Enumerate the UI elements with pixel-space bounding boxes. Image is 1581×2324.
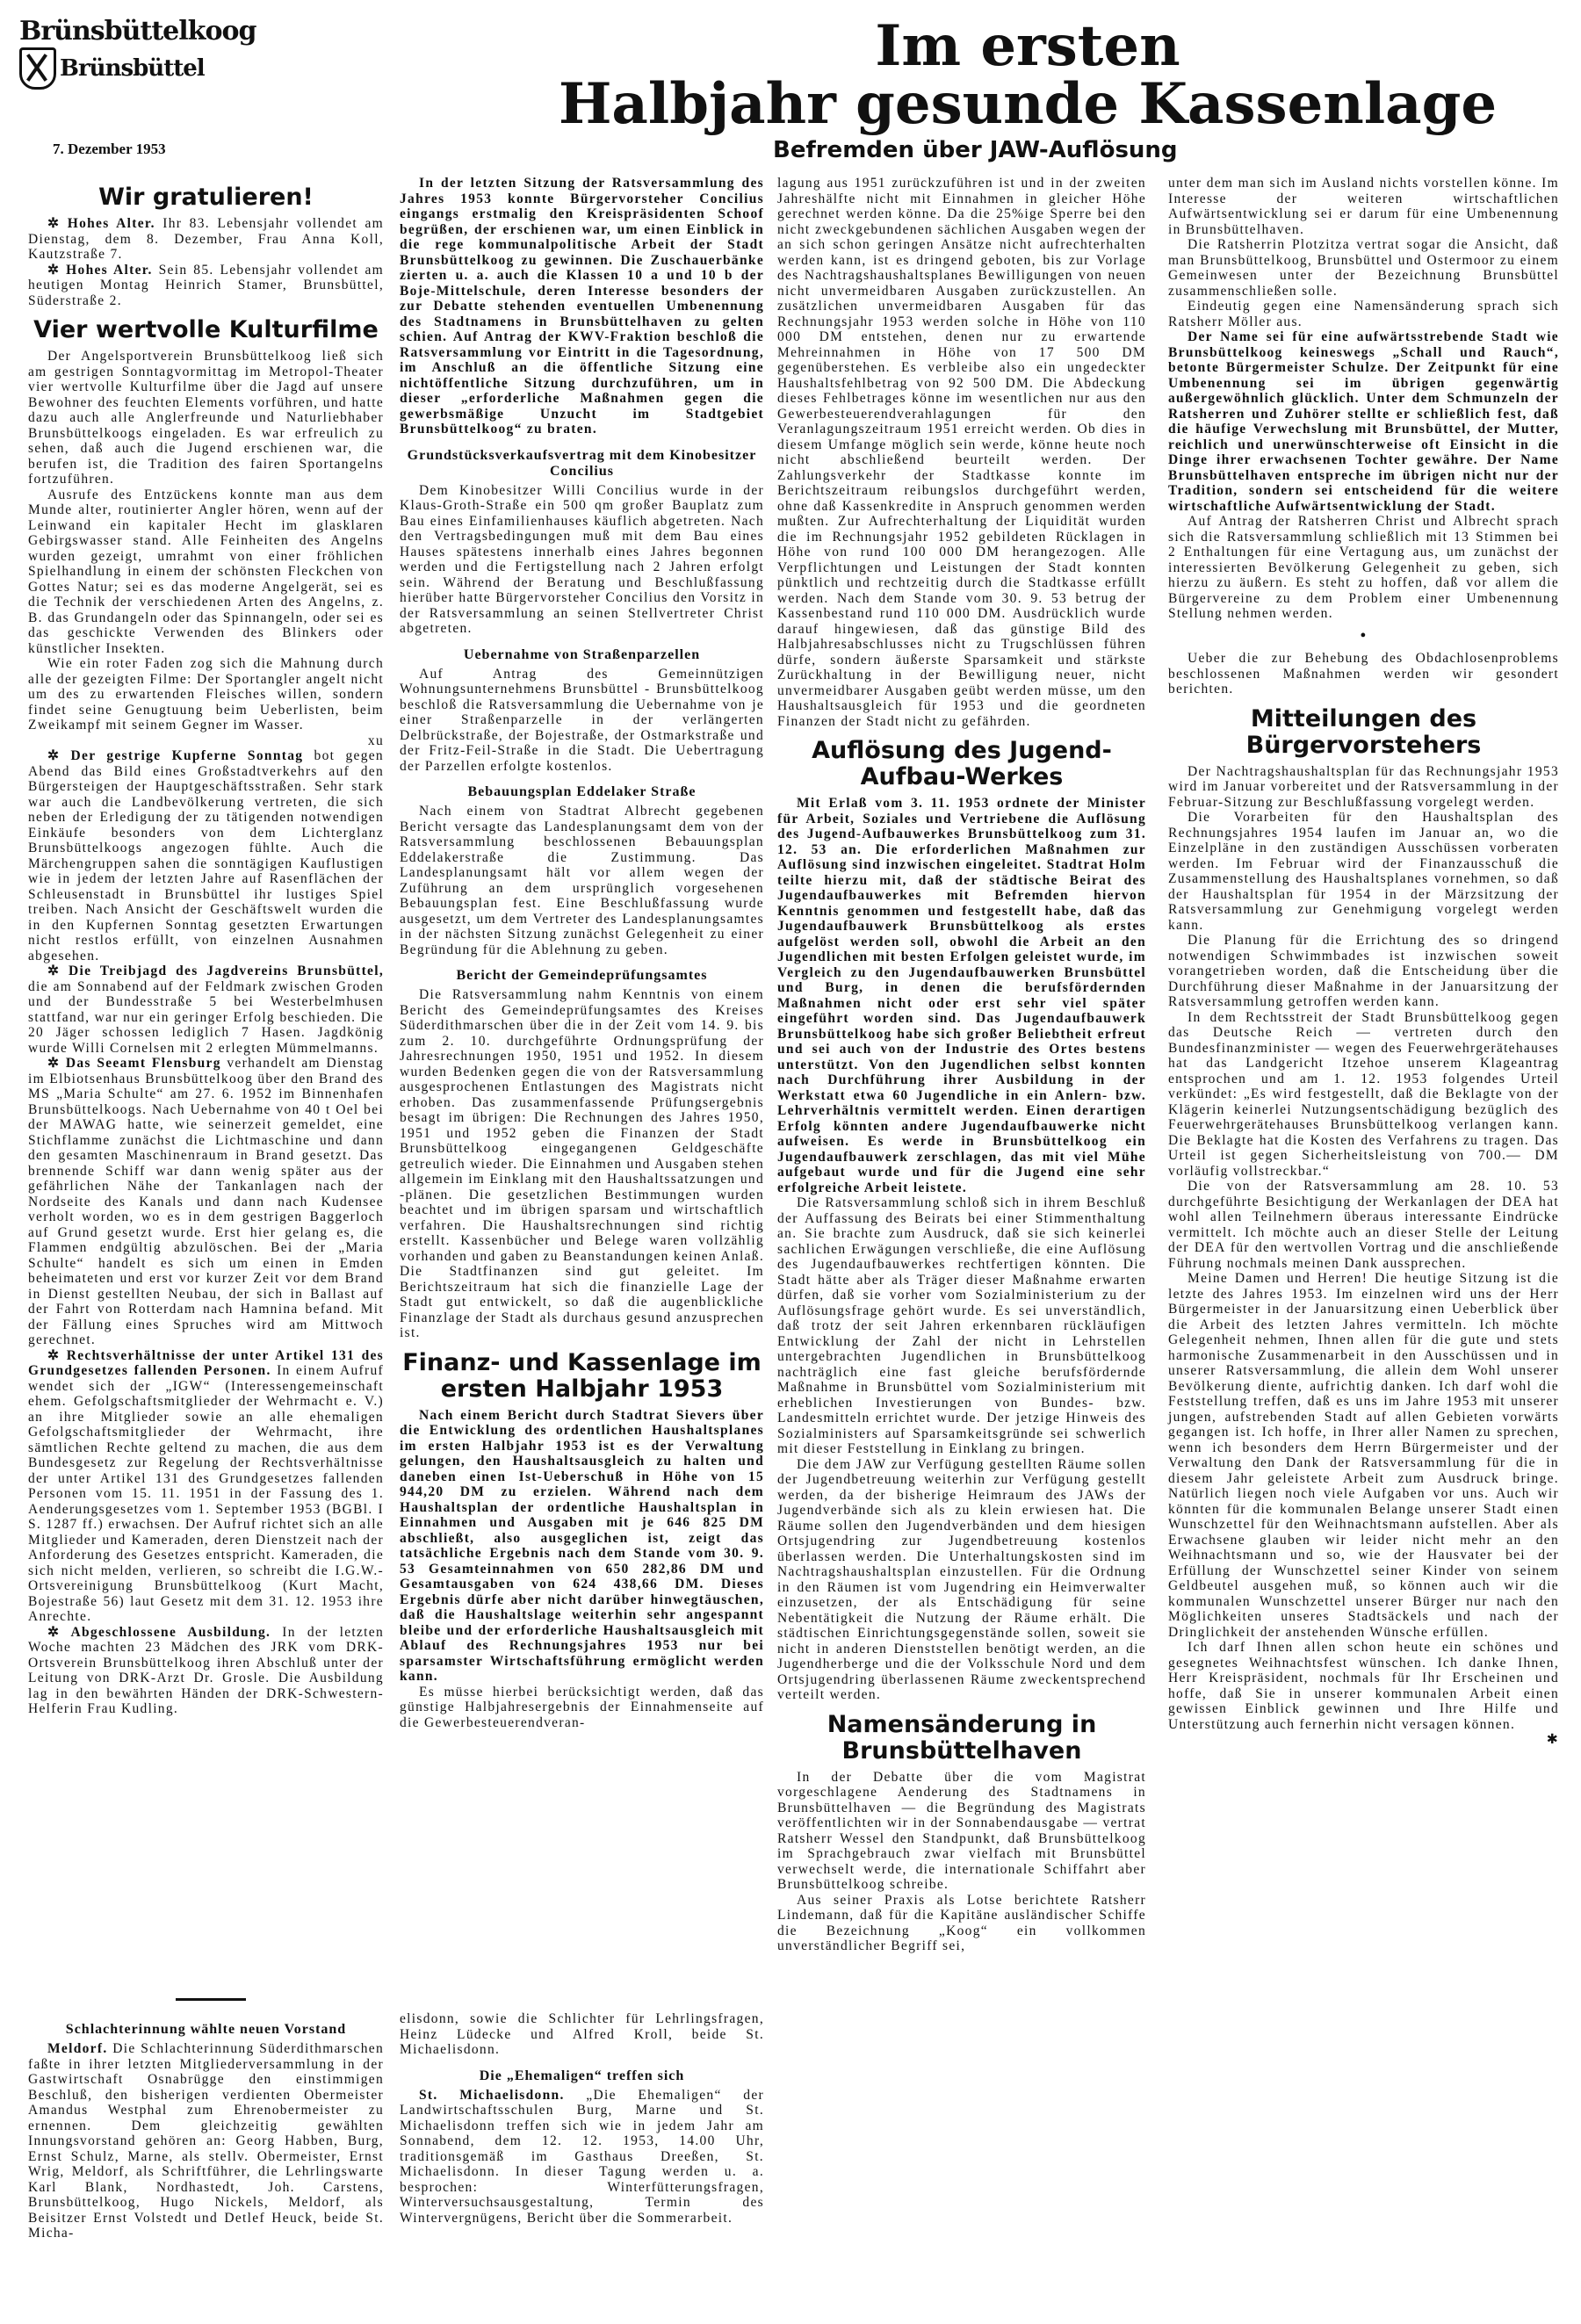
article-paragraph: In dem Rechtsstreit der Stadt Brunsbüttelkoog gegen das Deutsche Reich — vertreten durch den Bundesfinanzminister — wegen des Feuerwehrgerätehauses hat das Landgericht Itzehoe unserem Klageantrag entsprochen und am 1. 12. 1953 folgendes Urteil verkündet: „Es wird festgestellt, daß die Beklagte von der Klägerin keinerlei Nutzungsentschädigung bezüglich des Feuerwehrgerätehauses Brunsbüttelkoog verlangen kann. Die Beklagte hat die Kosten des Verfahrens zu tragen. Das Urteil ist gegen Sicherheitsleistung von 700.— DM vorläufig vollstreckbar.“	[1168, 1009, 1559, 1179]
article-paragraph	[400, 2088, 764, 2227]
article-headline: Auflösung des Jugend-Aufbau-Werkes	[812, 737, 1112, 790]
main-subheadline: Befremden über JAW-Auflösung	[773, 137, 1178, 163]
article-paragraph: Auf Antrag der Ratsherren Christ und Albrecht sprach sich die Ratsversammlung schließlich mit 13 Stimmen bei 2 Enthaltungen für eine Vertagung aus, um zunächst der interessierten Bevölkerung Gelegenheit zu geben, sich hierzu zu äußern. Es steht zu hoffen, daß vor allem die Bürgervereine zu dem Problem einer Umbenennung Stellung nehmen werden.	[1168, 514, 1559, 621]
paragraph-lead: ✲ Hohes Alter.	[47, 216, 155, 231]
article-paragraph: Die Vorarbeiten für den Haushaltsplan des Rechnungsjahres 1954 laufen im Januar an, wo die Einzelpläne in den zuständigen Ausschüssen vorberaten werden. Im Februar wird der Finanzausschuß die Zusammenstellung des Haushaltsplanes vornehmen, so daß der Haushaltsplan für 1954 in der Märzsitzung der Ratsversammlung zur Genehmigung vorgelegt werden kann.	[1168, 810, 1559, 933]
article-paragraph: Auf Antrag des Gemeinnützigen Wohnungsunternehmens Brunsbüttel - Brunsbüttelkoog beschloß die Ratsversammlung die Uebernahme von je einer Straßenparzelle in der verlängerten Delbrückstraße, der Bojestraße, der Ostmarkstraße und der Fritz-Feil-Straße in die Stadt. Die Uebertragung der Parzellen erfolgte kostenlos.	[400, 666, 764, 774]
article-paragraph: Nach einem von Stadtrat Albrecht gegebenen Bericht versagte das Landesplanungsamt dem von der Ratsversammlung beschlossenen Bebauungsplan Eddelakerstraße die Zustimmung. Das Landesplanungsamt hält vor allem wegen der Zuführung an dem ursprünglich vorgesehenen Bebauungsplan fest. Eine Beschlußfassung wurde ausgesetzt, um dem Vertreter des Landesplanungsamtes in der nächsten Sitzung zunächst Gelegenheit zu einer Begründung für die Ablehnung zu geben.	[400, 804, 764, 957]
masthead-logo	[19, 16, 256, 90]
section-subheading: Bebauungsplan Eddelaker Straße	[467, 784, 697, 799]
paragraph-text: In der letzten Woche machten 23 Mädchen des JRK vom DRK-Ortsverein Brunsbüttelkoog ihren Abschluß unter der Leitung von DRK-Arzt Dr. Grosle. Die Ausbildung lag in den bewährten Händen der DRK-Schwestern-Helferin Frau Kudling.	[28, 1624, 385, 1716]
paragraph-text: Ihr 83. Lebensjahr vollendet am Dienstag, dem 8. Dezember, Frau Anna Koll, Kautzstraße 7.	[28, 216, 384, 262]
separator-bullet: •	[1360, 625, 1368, 646]
column-2-bottom	[400, 2011, 764, 2226]
article-paragraph: Aus seiner Praxis als Lotse berichtete Ratsherr Lindemann, daß für die Kapitäne ausländischer Schiffe die Bezeichnung „Koog“ ein vollkommen unverständlicher Begriff sei,	[777, 1892, 1146, 1953]
paragraph-lead: ✲ Der gestrige Kupferne Sonntag	[47, 748, 304, 763]
article-paragraph: Ausrufe des Entzückens konnte man aus dem Munde alter, routinierter Angler hören, wenn auf der Leinwand ein kapitaler Hecht im glasklaren Gebirgswasser stand. Alle Feinheiten des Angelns wurden gezeigt, umrahmt von einer fröhlichen Spielhandlung in einem der schönsten Fleckchen von Gottes Natur; sei es das moderne Angelgerät, sei es die Technik der verschiedenen Arten des Angelns, z. B. das Grundangeln oder das Spinnangeln, oder sei es das geschickte Verwenden des Blinkers oder künstlicher Insekten.	[28, 487, 384, 656]
article-paragraph: Die Ratsversammlung schloß sich in ihrem Beschluß der Auffassung des Beirats bei einer Stimmenthaltung an. Sie brachte zum Ausdruck, daß sie sich keinerlei sachlichen Erwägungen verschließe, die eine Auflösung des Jugendaufbauwerkes rechtfertigen könnten. Die Stadt hätte aber als Träger dieser Maßnahme erwarten dürfen, daß sie vorher vom Sozialministerium zu der Auflösungsfrage gehört wurde. Es sei unverständlich, daß trotz der seit Jahren erkennbaren rückläufigen Entwicklung der Zahl der nicht in Lehrstellen untergebrachten Jugendlichen in Brunsbüttelkoog nachträglich eine fast gleiche berufsfördernde Maßnahme in Brunsbüttel vom Sozialministerium mit erheblichen Investierungen von Bundes- bzw. Landesmitteln errichtet wurde. Der jetzige Hinweis des Sozialministers auf Sparsamkeitsgründe sei schwerlich mit dieser Feststellung in Einklang zu bringen.	[777, 1195, 1146, 1456]
article-paragraph: Die Ratsversammlung nahm Kenntnis von einem Bericht des Gemeindeprüfungsamtes des Kreises Süderdithmarschen über die in der Zeit vom 14. 9. bis zum 2. 10. durchgeführte Ordnungsprüfung der Jahresrechnungen 1950, 1951 und 1952. In diesem wurden Bedenken gegen die von der Ratsversammlung ausgesprochenen Entlastungen des Magistrats nicht erhoben. Das zusammenfassende Prüfungsergebnis besagt im übrigen: Die Rechnungen des Jahres 1950, 1951 und 1952 geben die Finanzen der Stadt Brunsbüttelkoog eingegangenen Geldgeschäfte getreulich wieder. Die Einnahmen und Ausgaben stehen allgemein im Einklang mit den Haushaltssatzungen und -plänen. Die gesetzlichen Bestimmungen wurden beachtet und im übrigen sparsam und wirtschaftlich verfahren. Die Haushaltsrechnungen sind richtig erstellt. Kassenbücher und Belege waren vollzählig vorhanden und gaben zu Beanstandungen keinen Anlaß. Die Stadtfinanzen sind gut geleitet. Im Berichtszeitraum hat sich die finanzielle Lage der Stadt gut entwickelt, so daß die augenblickliche Finanzlage der Stadt als durchaus gesund anzusprechen ist.	[400, 987, 764, 1340]
article-paragraph	[28, 1056, 384, 1348]
column-2	[400, 176, 764, 1730]
section-divider	[176, 1998, 246, 2001]
article-paragraph: Die von der Ratsversammlung am 28. 10. 53 durchgeführte Besichtigung der Werkanlagen der DEA hat wohl allen Teilnehmern überaus interessante Eindrücke vermittelt. Ich möchte auch an dieser Stelle der Leitung der DEA für den wertvollen Vortrag und die anschließende Führung nochmals meinen Dank aussprechen.	[1168, 1179, 1559, 1271]
section-subheading: Schlachterinnung wählte neuen Vorstand	[65, 2022, 347, 2037]
paragraph-lead: Meldorf.	[47, 2041, 108, 2056]
column-3	[777, 176, 1146, 1954]
article-paragraph: unter dem man sich im Ausland nichts vorstellen könne. Im Interesse der weiteren wirtschaftlichen Aufwärtsentwicklung sei er darum für eine Umbenennung in Brunsbüttelhaven.	[1168, 176, 1559, 237]
article-paragraph: Wie ein roter Faden zog sich die Mahnung durch alle der gezeigten Filme: Der Sportangler angelt nicht um des zu erwartenden Fleisches willen, sondern findet seine Genugtuung beim Ueberlisten, beim Zweikampf mit seinem Gegner im Wasser.	[28, 656, 384, 733]
article-paragraph: Eindeutig gegen eine Namensänderung sprach sich Ratsherr Möller aus.	[1168, 299, 1559, 329]
article-paragraph: Dem Kinobesitzer Willi Concilius wurde in der Klaus-Groth-Straße ein 500 qm großer Bauplatz zum Bau eines Einfamilienhauses käuflich abgetreten. Nach den Vertragsbedingungen muß mit dem Bau eines Hauses spätestens innerhalb eines Jahres begonnen werden und die Fertigstellung nach 2 Jahren erfolgt sein. Während der Beratung und Beschlußfassung hierüber hatte Bürgervorsteher Concilius den Vorsitz in der Ratsversammlung an seinen Stellvertreter Christ abgetreten.	[400, 482, 764, 636]
main-headline-line1: Im ersten	[875, 13, 1180, 79]
article-paragraph: Ueber die zur Behebung des Obdachlosenproblems beschlossenen Maßnahmen werden wir gesondert berichten.	[1168, 651, 1559, 696]
author-signature: ✱	[1546, 1732, 1559, 1747]
column-1-bottom	[28, 2011, 384, 2241]
section-subheading: Grundstücksverkaufsvertrag mit dem Kinobesitzer Concilius	[407, 447, 757, 479]
article-paragraph: Mit Erlaß vom 3. 11. 1953 ordnete der Minister für Arbeit, Soziales und Vertriebene die Auflösung des Jugend-Aufbauwerkes Brunsbüttelkoog zum 31. 12. 53 an. Die erforderlichen Maßnahmen zur Auflösung sind inzwischen eingeleitet. Stadtrat Holm teilte hierzu mit, daß der städtische Beirat des Jugendaufbauwerkes mit Befremden hiervon Kenntnis genommen und festgestellt habe, daß das Jugendaufbauwerk Brunsbüttelkoog als erstes aufgelöst werden soll, obwohl die Arbeit an den Jugendlichen mit besten Erfolgen geleistet wurde, im Vergleich zu den Jugendaufbauwerken Brunsbüttel und Burg, in denen die berufsfördernden Maßnahmen nicht oder erst sehr viel später eingeführt worden sind. Das Jugendaufbauwerk Brunsbüttelkoog habe sich großer Beliebtheit erfreut und sei auch von der Industrie des Ortes bestens unterstützt. Von den Jugendlichen selbst konnten nach Durchführung ihrer Ausbildung in der Werkstatt etwa 60 Jugendliche in ein Anlern- bzw. Lehrverhältnis vermittelt werden. Einen derartigen Erfolg könnten andere Jugendaufbauwerke nicht aufweisen. Es werde in Brunsbüttelkoog ein Jugendaufbauwerk zerschlagen, das mit viel Mühe aufgebaut wurde und für die Jugend eine sehr erfolgreiche Arbeit leistete.	[777, 796, 1146, 1195]
paragraph-text: „Die Ehemaligen“ der Landwirtschaftsschulen Burg, Marne und St. Michaelisdonn treffen sich wie in jedem Jahr am Sonnabend, dem 12. 12. 1953, 14.00 Uhr, traditionsgemäß im Gasthaus Dreeßen, St. Michaelisdonn. In dieser Tagung werden u. a. besprochen: Winterfütterungsfragen, Winterversuchsausgestaltung, Termin des Wintervergnügens, Bericht über die Sommerarbeit.	[400, 2087, 764, 2226]
article-headline: Mitteilungen des Bürgervorstehers	[1245, 704, 1482, 759]
paragraph-lead: ✲ Die Treibjagd des Jagdvereins Brunsbüttel,	[47, 964, 384, 978]
article-paragraph: Der Name sei für eine aufwärtsstrebende Stadt wie Brunsbüttelkoog keineswegs „Schall und Rauch“, betonte Bürgermeister Schulze. Der Zeitpunkt für eine Umbenennung sei im übrigen gegenwärtig außergewöhnlich glücklich. Unter dem Schmunzeln der Ratsherren und Zuhörer stellte er schließlich fest, daß die häufige Verwechslung mit Brunsbüttel, der Mutter, reichlich und unerwünschterweise oft Einsicht in die Dinge ihrer erwachsenen Tochter gewähre. Der Name Brunsbüttelhaven entspreche im übrigen nicht nur der Tradition, sondern sei entscheidend für die weitere wirtschaftliche Aufwärtsentwicklung der Stadt.	[1168, 329, 1559, 514]
article-paragraph: lagung aus 1951 zurückzuführen ist und in der zweiten Jahreshälfte nicht mit Einnahmen in gleicher Höhe gerechnet werden könne. Da die 25%ige Sperre bei den nicht zweckgebundenen sächlichen Ausgaben wegen der an sich schon geringen Ansätze nicht aufrechterhalten werden kann, ist es dringend geboten, bis zur Vorlage des Nachtragshaushaltsplanes Bewilligungen von neuen nicht unvermeidbaren Ausgaben zurückzustellen. An zusätzlichen unvermeidbaren Ausgaben für das Rechnungsjahr 1953 werden solche in Höhe von 110 000 DM entstehen, denen nur zu erwartende Mehreinnahmen in Höhe von 17 500 DM gegenüberstehen. Es verbleibe also ein ungedeckter Haushaltsfehlbetrag von 92 500 DM. Die Abdeckung dieses Fehlbetrages könne im wesentlichen nur aus den Gewerbesteuerendverahlagungen für den Veranlagungszeitraum 1951 erreicht werden. Ob dies in diesem Umfange möglich sein werde, könne heute noch nicht abschließend beurteilt werden. Der Zahlungsverkehr der Stadtkasse konnte im Berichtszeitraum reibungslos durchgeführt werden, ohne daß Kassenkredite in Anspruch genommen werden mußten. Zur Aufrechterhaltung der Liquidität wurden die im Rechnungsjahr 1952 gebildeten Rücklagen in Höhe von rund 100 000 DM herangezogen. Alle Verpflichtungen und Leistungen der Stadt konnten pünktlich und rechtzeitig durch die Stadtkasse erfüllt werden. Nach dem Stande vom 30. 9. 53 betrug der Kassenbestand rund 110 000 DM. Ausdrücklich wurde darauf hingewiesen, daß das günstige Bild des Halbjahresabschlusses nicht zu Trugschlüssen führen dürfe, sondern äußerste Sparsamkeit und stärkste Zurückhaltung in der Bewilligung neuer, nicht unvermeidbarer Ausgaben geübt werden müsse, um den Haushaltsausgleich für 1953 und die geordneten Finanzen der Stadt nicht zu gefährden.	[777, 176, 1146, 729]
article-paragraph	[28, 263, 384, 309]
paragraph-lead: ✲ Das Seeamt Flensburg	[47, 1056, 221, 1071]
article-paragraph	[28, 2041, 384, 2241]
paragraph-text: In einem Aufruf wendet sich der „IGW“ (Interessengemeinschaft ehem. Gefolgschaftsmitglieder der Wehrmacht e. V.) an ihre Mitglieder sowie an alle ehemaligen Gefolgschaftsmitglieder der Wehrmacht, ihre sämtlichen Rechte geltend zu machen, die aus dem Bundesgesetz zur Regelung der Rechtsverhältnisse der unter Artikel 131 des Grundgesetzes fallenden Personen vom 15. 11. 1951 in der Fassung des 1. Aenderungsgesetzes vom 1. September 1953 (BGBl. I S. 1287 ff.) erwachsen. Der Aufruf richtet sich an alle Mitglieder und Kameraden, deren Dienstzeit nach der Anforderung des Gesetzes entspricht. Kameraden, die sich nicht melden, verlieren, so schreibt die I.G.W.-Ortsvereinigung Brunsbüttelkoog (Kurt Macht, Bojestraße 56) laut Gesetz mit dem 31. 12. 1953 ihre Anrechte.	[28, 1363, 384, 1624]
article-paragraph: elisdonn, sowie die Schlichter für Lehrlingsfragen, Heinz Lüdecke und Alfred Kroll, beide St. Michaelisdonn.	[400, 2011, 764, 2057]
article-paragraph: Es müsse hierbei berücksichtigt werden, daß das günstige Halbjahresergebnis der Einnahmenseite auf die Gewerbesteuerendveran-	[400, 1684, 764, 1730]
section-subheading: Bericht der Gemeindeprüfungsamtes	[456, 968, 708, 983]
author-signature: xu	[367, 733, 384, 748]
article-paragraph: Nach einem Bericht durch Stadtrat Sievers über die Entwicklung des ordentlichen Haushaltsplanes im ersten Halbjahr 1953 ist es der Verwaltung gelungen, den Haushaltsausgleich zu halten und daneben einen Ist-Ueberschuß in Höhe von 15 944,20 DM zu erzielen. Während nach dem Haushaltsplan der ordentliche Haushaltsplan in Einnahmen und Ausgaben mit je 646 825 DM abschließt, also ausgeglichen ist, zeigt das tatsächliche Ergebnis nach dem Stande vom 30. 9. 53 Gesamteinnahmen von 650 282,86 DM und Gesamtausgaben von 624 438,66 DM. Dieses Ergebnis dürfe aber nicht darüber hinwegtäuschen, daß die Haushaltslage weiterhin sehr angespannt bleibe und der erforderliche Haushaltsausgleich mit Ablauf des Rechnungsjahres 1953 nur bei sparsamster Wirtschaftsführung ermöglicht werden kann.	[400, 1407, 764, 1684]
article-paragraph	[28, 1348, 384, 1625]
section-subheading: Uebernahme von Straßenparzellen	[463, 646, 701, 662]
article-paragraph: Die Ratsherrin Plotzitza vertrat sogar die Ansicht, daß man Brunsbüttelkoog, Brunsbüttel und Ostermoor zu einem Gemeinwesen unter der Bezeichnung Brunsbüttel zusammenschließen solle.	[1168, 237, 1559, 299]
article-paragraph	[28, 748, 384, 964]
article-paragraph: Der Angelsportverein Brunsbüttelkoog ließ sich am gestrigen Sonntagvormittag im Metropol-Theater vier wertvolle Kulturfilme über die Jagd auf unsere Bewohner des feuchten Elements vorführen, und hatte dazu auch alle Anglerfreunde und Naturliebhaber Brunsbüttelkoogs eingeladen. Es war erfreulich zu sehen, daß auch die Jugend erschienen war, die berufen ist, die Tradition des fairen Sportangelns fortzuführen.	[28, 349, 384, 487]
column-4	[1168, 176, 1559, 1748]
paragraph-lead: ✲ Hohes Alter.	[47, 262, 153, 278]
paragraph-text: die am Sonnabend auf der Feldmark zwischen Groden und der Bundesstraße 5 bei Westerbelmhusen stattfand, war nur ein geringer Erfolg beschieden. Die 20 Jäger schossen lediglich 7 Hasen. Jagdkönig wurde Willi Cornelsen mit 2 erlegten Mümmelmanns.	[28, 978, 384, 1056]
article-paragraph	[28, 964, 384, 1056]
paragraph-lead: ✲ Abgeschlossene Ausbildung.	[47, 1624, 271, 1640]
article-headline: Finanz- und Kassenlage im ersten Halbjahr 1953	[402, 1348, 762, 1403]
article-paragraph	[28, 216, 384, 263]
article-headline: Namensänderung in Brunsbüttelhaven	[827, 1710, 1097, 1765]
article-paragraph: In der letzten Sitzung der Ratsversammlung des Jahres 1953 konnte Bürgervorsteher Concilius eingangs erstmalig den Kreispräsidenten Schoof begrüßen, der erschienen war, um einen Einblick in die rege kommunalpolitische Arbeit der Stadt Brunsbüttelkoog zu gewinnen. Die Zuschauerbänke zierten u. a. auch die Klassen 10 a und 10 b der Boje-Mittelschule, deren Interesse besonders der zur Debatte stehenden eventuellen Umbenennung des Stadtnamens in Brunsbüttelhaven zu gelten schien. Auf Antrag der KWV-Fraktion beschloß die Ratsversammlung vor Eintritt in die Tagesordnung, im Anschluß an die öffentliche Sitzung eine nichtöffentliche Sitzung durchzuführen, um in dieser „erforderliche Maßnahmen gegen die gewerbsmäßige Unzucht im Stadtgebiet Brunsbüttelkoog“ zu braten.	[400, 176, 764, 437]
paragraph-text: Sein 85. Lebensjahr vollendet am heutigen Montag Heinrich Stamer, Brunsbüttel, Süderstraße 2.	[28, 262, 384, 308]
paragraph-lead: St. Michaelisdonn.	[419, 2087, 565, 2103]
article-paragraph: Ich darf Ihnen allen schon heute ein schönes und gesegnetes Weihnachtsfest wünschen. Ich danke Ihnen, Herr Kreispräsident, nochmals für Ihr Erscheinen und hoffe, daß Sie in unserer kommunalen Arbeit einen gewissen Einblick gewinnen und Ihre Hilfe und Unterstützung auch fernerhin nicht versagen können.	[1168, 1640, 1559, 1732]
paragraph-text: Die Schlachterinnung Süderdithmarschen faßte in ihrer letzten Mitgliederversammlung in der Gastwirtschaft Osnabrügge den einstimmigen Beschluß, den bisherigen verdienten Obermeister Amandus Westphal zum Ehrenobermeister zu ernennen. Dem gleichzeitig gewählten Innungsvorstand gehören an: Georg Habben, Burg, Ernst Schulz, Marne, als stellv. Obermeister, Ernst Wrig, Meldorf, als Schriftführer, die Lehrlingswarte Karl Blank, Nordhastedt, Joh. Carstens, Brunsbüttelkoog, Hugo Nickels, Meldorf, als Beisitzer Ernst Volstedt und Detlef Heuck, beide St. Micha-	[28, 2041, 384, 2241]
article-paragraph	[28, 1625, 384, 1717]
column-1	[28, 176, 384, 1717]
article-paragraph: Die Planung für die Errichtung des so dringend notwendigen Schwimmbades ist inzwischen soweit vorangetrieben worden, daß die Entscheidung über die Durchführung dieser Maßnahme in der Januarsitzung der Ratsversammlung getroffen werden kann.	[1168, 933, 1559, 1009]
logo-line-brunsbuettelkoog: Brünsbüttelkoog	[19, 16, 256, 47]
article-paragraph: Der Nachtragshaushaltsplan für das Rechnungsjahr 1953 wird im Januar vorbereitet und der Ratsversammlung in der Februar-Sitzung zur Beschlußfassung vorgelegt werden.	[1168, 763, 1559, 810]
article-paragraph: In der Debatte über die vom Magistrat vorgeschlagene Aenderung des Stadtnamens in Brunsbüttelhaven — die Begründung des Magistrats veröffentlichten wir in der Sonnabendausgabe — vertrat Ratsherr Wessel den Standpunkt, daß Brunsbüttelkoog im Sprachgebrauch zwar vielfach mit Brunsbüttel verwechselt werde, die internationale Schiffahrt aber Brunsbüttelkoog schreibe.	[777, 1769, 1146, 1892]
article-headline: Vier wertvolle Kulturfilme	[33, 316, 379, 343]
article-paragraph: Meine Damen und Herren! Die heutige Sitzung ist die letzte des Jahres 1953. Im einzelnen wird uns der Herr Bürgermeister in der Januarsitzung einen Ueberblick über die Arbeit des letzten Jahres vermitteln. Ich möchte Gelegenheit nehmen, Ihnen allen für die gute und stets harmonische Zusammenarbeit in den Ausschüssen und in unserer Ratsversammlung, die allein dem Wohl unserer Bevölkerung diente, aufrichtig danken. Ich darf wohl die Feststellung treffen, daß es uns im Jahre 1953 mit unserer jungen, aufstrebenden Stadt auf allen Gebieten vorwärts gegangen ist. Ich hoffe, in Ihrer aller Namen zu sprechen, wenn ich besonders dem Herrn Bürgermeister und der Verwaltung den Dank der Ratsversammlung für die in diesem Jahr geleistete Arbeit zum Ausdruck bringe. Natürlich liegen noch viele Aufgaben vor uns. Auch wir könnten für die kommunalen Belange unserer Stadt einen Wunschzettel für den Weihnachtsmann aufstellen. Aber als Erwachsene glauben wir leider nicht mehr an den Weihnachtsmann und so, wie der Hausvater bei der Erfüllung der Wunschzettel seiner Kinder von seinem Geldbeutel ausgehen muß, so können auch wir die kommunalen Wunschzettel unserer Bürger nur nach den Möglichkeiten unseres Stadtsäckels und nach der Dringlichkeit der anstehenden Wünsche erfüllen.	[1168, 1271, 1559, 1640]
paragraph-text: verhandelt am Dienstag im Elbiotsenhaus Brunsbüttelkoog über den Brand des MS „Maria Schulte“ am 27. 6. 1952 im Binnenhafen Brunsbüttelkoogs. Nach Uebernahme von 40 t Oel bei der MAWAG hatte, wie seinerzeit gemeldet, eine Stichflamme zunächst die Lichtmaschine und dann den gesamten Maschinenraum in Brand gesetzt. Das brennende Schiff war dann wenig später aus der gefährlichen Nähe der Tankanlagen nach der Nordseite des Kanals und dann nach Kudensee verholt worden, wo es in dem gestrigen Baggerloch auf Grund gesetzt wurde. Erst hier gelang es, die Flammen endgültig abzulöschen. Bei der „Maria Schulte“ handelt es sich um einen in Emden beheimateten und erst vor kurzer Zeit vor dem Brand in Dienst gestellten Neubau, der sich in Ballast auf der Fahrt von Rotterdam nach Hamnina befand. Mit der Fällung eines Spruches wird am Mittwoch gerechnet.	[28, 1056, 384, 1347]
issue-date: 7. Dezember 1953	[53, 141, 166, 157]
paragraph-lead: ✲ Rechtsverhältnisse der unter Artikel 131 des Grundgesetzes fallenden Personen.	[28, 1347, 384, 1378]
section-subheading: Die „Ehemaligen“ treffen sich	[479, 2068, 685, 2083]
main-headline-line2: Halbjahr gesunde Kassenlage	[558, 71, 1498, 137]
coat-of-arms-icon	[19, 47, 56, 90]
logo-line-brunsbuettel: Brünsbüttel	[60, 55, 205, 82]
article-headline: Wir gratulieren!	[98, 184, 314, 211]
paragraph-text: bot gegen Abend das Bild eines Großstadtverkehrs auf den Bürgersteigen der Hauptgeschäftsstraßen. Sehr stark war auch die Landbevölkerung vertreten, die sich neben der Erledigung der zu tätigenden notwendigen Einkäufe besonders von dem Lichterglanz Brunsbüttelkoogs angezogen fühlte. Auch die Märchengruppen sahen die sonntägigen Kauflustigen wie in jedem der letzten Jahre auf Rasenflächen der Schleusenstadt in Brunsbüttel ihr lustiges Spiel treiben. Nach Ansicht der Geschäftswelt wurden die in den Kupfernen Sonntag gesetzten Erwartungen nicht restlos erfüllt, von einzelnen Ausnahmen abgesehen.	[28, 748, 384, 964]
article-paragraph: Die dem JAW zur Verfügung gestellten Räume sollen der Jugendbetreuung weiterhin zur Verfügung gestellt werden, da der bisherige Heimraum des JAWs der Jugendverbände sich als zu klein erwiesen hat. Die Räume sollen den Jugendverbänden und dem hiesigen Ortsjugendring zur Jugendbetreuung kostenlos überlassen werden. Die Unterhaltungskosten sind im Nachtragshaushaltsplan einzustellen. Für die Ordnung in den Räumen ist vom Jugendring ein Heimverwalter einzusetzen, der als Entschädigung für seine Nebentätigkeit die Nutzung der Räume erhält. Die städtischen Einrichtungsgegenstände sollen, soweit sie nicht in anderen Dienststellen benötigt werden, an die Jugendherberge und die der Volksschule Nord und dem Ortsjugendring überlassenen Räume zweckentsprechend verteilt werden.	[777, 1456, 1146, 1702]
